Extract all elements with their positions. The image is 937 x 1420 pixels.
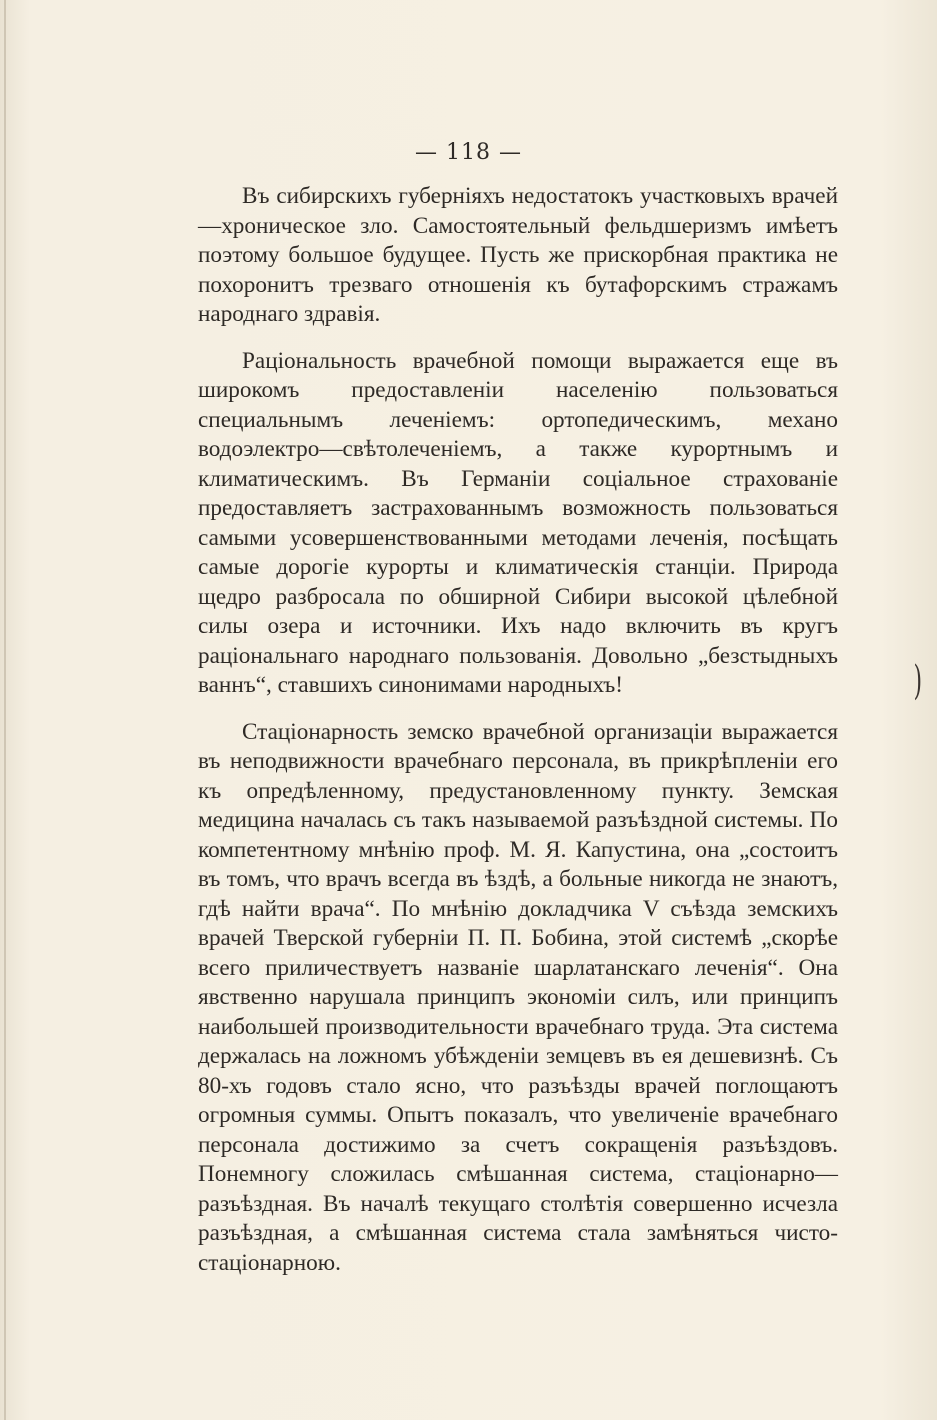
paragraph-1: Въ сибирскихъ губерніяхъ недостатокъ участковыхъ врачей—хроническое зло. Самостоятельный фельдшеризмъ имѣетъ поэтому большое будущее. Пусть же прискорбная практика не похоронитъ трезваго отношенія къ бутафорскимъ стражамъ народнаго здравія. [198,183,838,327]
paragraph-3: Стаціонарность земско врачебной организаціи выражается въ неподвижности врачебнаго персонала, въ прикрѣпленіи его къ опредѣленному, предустановленному пункту. Земская медицина началась съ такъ называемой разъѣздной системы. По компетентному мнѣнію проф. М. Я. Капустина, она „состоитъ въ томъ, что врачъ всегда въ ѣздѣ, а больные никогда не знаютъ, гдѣ найти врача“. По мнѣнію докладчика V съѣзда земскихъ врачей Тверской губерніи П. П. Бобина, этой системѣ „скорѣе всего приличествуетъ названіе шарлатанскаго леченія“. Она явственно нарушала принципъ экономіи силъ, или принципъ наибольшей производительности врачебнаго труда. Эта система держалась на ложномъ убѣжденіи земцевъ въ ея дешевизнѣ. Съ 80-хъ годовъ стало ясно, что разъѣзды врачей поглощаютъ огромныя суммы. Опытъ показалъ, что увеличеніе врачебнаго персонала достижимо за счетъ сокращенія разъѣздовъ. Понемногу сложилась смѣшанная система, стаціонарно—разъѣздная. Въ началѣ текущаго столѣтія совершенно исчезла разъѣздная, а смѣшанная система стала замѣняться чисто-стаціонарною. [198,718,838,1276]
binding-edge [4,0,6,1420]
paragraph-2: Раціональность врачебной помощи выражается еще въ широкомъ предоставленіи населенію пользоваться специальнымъ леченіемъ: ортопедическимъ, механо водоэлектро—свѣтолеченіемъ, а также курортнымъ и климатическимъ. Въ Германіи соціальное страхованіе предоставляетъ застрахованнымъ возможность пользоваться самыми усовершенствованными методами леченія, посѣщать самые дорогіе курорты и климатическія станціи. Природа щедро разбросала по обширной Сибири высокой цѣлебной силы озера и источники. Ихъ надо включить въ кругъ раціональнаго народнаго пользованія. Довольно „безстыдныхъ ваннъ“, ставшихъ синонимами народныхъ! [198,347,838,698]
page-number: — 118 — [415,140,522,165]
margin-bracket-mark: ) [913,658,923,704]
body-text [198,182,838,1278]
